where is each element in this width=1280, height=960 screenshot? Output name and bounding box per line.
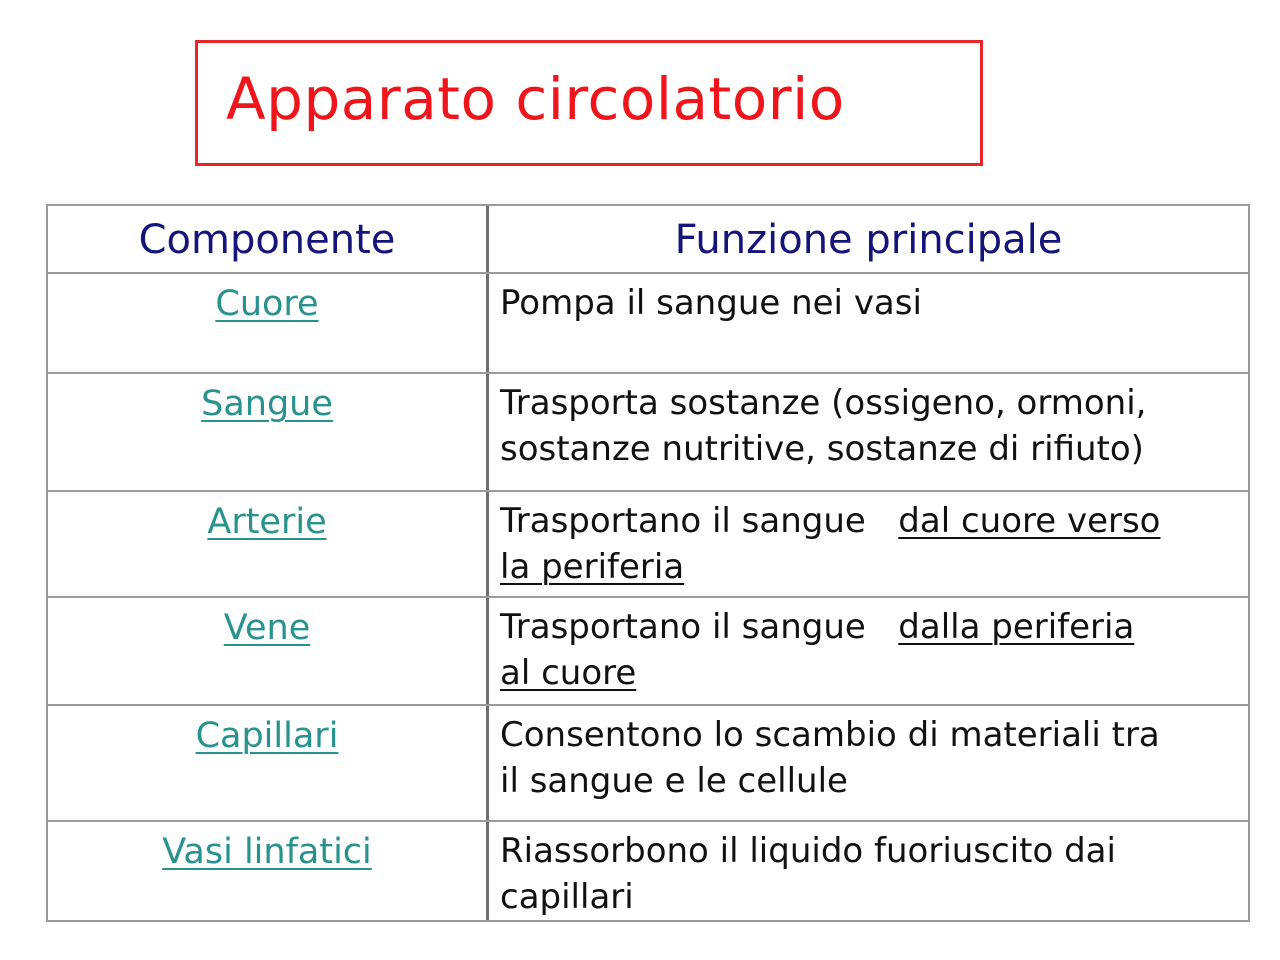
function-cell: [500, 822, 1240, 920]
function-line: capillari: [500, 877, 634, 917]
function-cell: [500, 492, 1240, 590]
title-box: [195, 40, 983, 166]
component-cell: [48, 374, 486, 426]
header-component: Componente: [138, 217, 396, 263]
circulatory-table: [46, 204, 1250, 922]
function-text: Trasportano il sangue: [500, 501, 866, 541]
function-underlined: la periferia: [500, 547, 685, 587]
function-line: sostanze nutritive, sostanze di rifiuto): [500, 429, 1144, 469]
function-cell: [500, 274, 1240, 326]
link-vene[interactable]: Vene: [223, 608, 311, 648]
component-cell: [48, 598, 486, 650]
function-line: Trasporta sostanze (ossigeno, ormoni,: [500, 383, 1147, 423]
link-sangue[interactable]: Sangue: [201, 384, 333, 424]
function-line: Pompa il sangue nei vasi: [500, 283, 922, 323]
table-row: [48, 596, 1248, 704]
link-capillari[interactable]: Capillari: [195, 716, 339, 756]
component-cell: [48, 706, 486, 758]
function-cell: [500, 598, 1240, 696]
function-cell: [500, 374, 1240, 472]
table-row: [48, 820, 1248, 920]
table-header-row: [48, 206, 1248, 274]
page-title: Apparato circolatorio: [226, 65, 845, 133]
function-underlined: dalla periferia: [898, 607, 1135, 647]
header-cell-component: [48, 206, 486, 270]
component-cell: [48, 274, 486, 326]
link-arterie[interactable]: Arterie: [207, 502, 327, 542]
header-function: Funzione principale: [674, 217, 1063, 263]
function-underlined: dal cuore verso: [898, 501, 1161, 541]
function-line: [500, 492, 1240, 544]
function-underlined: al cuore: [500, 653, 637, 693]
component-cell: [48, 822, 486, 874]
table-row: [48, 272, 1248, 372]
function-text: Trasportano il sangue: [500, 607, 866, 647]
function-line: [500, 544, 1240, 590]
function-cell: [500, 706, 1240, 804]
table-row: [48, 372, 1248, 490]
header-cell-function: [489, 206, 1248, 270]
table-row: [48, 704, 1248, 820]
function-line: [500, 650, 1240, 696]
function-line: Consentono lo scambio di materiali tra: [500, 715, 1160, 755]
function-line: il sangue e le cellule: [500, 761, 848, 801]
function-line: Riassorbono il liquido fuoriuscito dai: [500, 831, 1116, 871]
component-cell: [48, 492, 486, 544]
table-row: [48, 490, 1248, 596]
function-line: [500, 598, 1240, 650]
link-vasi-linfatici[interactable]: Vasi linfatici: [162, 832, 372, 872]
link-cuore[interactable]: Cuore: [215, 284, 319, 324]
